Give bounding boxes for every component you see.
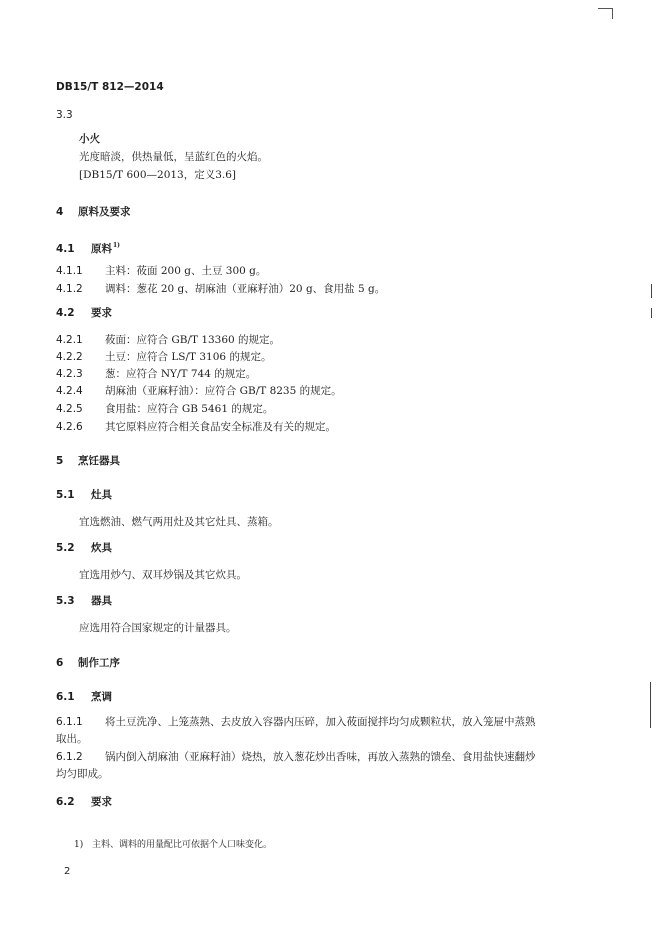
clause-number: 4.2.4	[56, 385, 83, 397]
section-number: 4	[56, 206, 64, 218]
clause-4-1-2	[56, 282, 385, 297]
clause-5-1-text: 宜选燃油、燃气两用灶及其它灶具、蒸箱。	[79, 516, 279, 528]
clause-number: 6.2	[56, 796, 75, 808]
clause-4-1-heading	[56, 238, 120, 257]
clause-title: 烹调	[91, 691, 112, 703]
section-title: 制作工序	[78, 657, 120, 669]
scan-mark	[651, 308, 652, 318]
clause-text: 食用盐：应符合 GB 5461 的规定。	[105, 403, 274, 415]
clause-text: 主料：莜面 200 g、土豆 300 g。	[105, 265, 267, 277]
clause-4-1-1	[56, 264, 266, 279]
clause-title: 原料	[91, 243, 112, 255]
clause-title: 要求	[91, 796, 112, 808]
clause-text: 葱：应符合 NY/T 744 的规定。	[105, 368, 257, 380]
clause-number: 4.1	[56, 243, 75, 255]
clause-5-2-text: 宜选用炒勺、双耳炒锅及其它炊具。	[79, 569, 247, 581]
clause-6-2-heading	[56, 795, 112, 810]
clause-number: 4.2.1	[56, 334, 83, 346]
clause-3-3-number: 3.3	[56, 109, 73, 121]
clause-number: 4.2.5	[56, 403, 83, 415]
section-title: 烹饪器具	[78, 455, 120, 467]
clause-number: 5.3	[56, 595, 75, 607]
footnote-text: 主料、调料的用量配比可依据个人口味变化。	[92, 840, 273, 850]
clause-number: 4.2	[56, 307, 75, 319]
clause-text: 莜面：应符合 GB/T 13360 的规定。	[105, 334, 281, 346]
footnote-mark: 1)	[74, 840, 84, 850]
clause-title: 灶具	[91, 489, 112, 501]
clause-6-1-heading	[56, 690, 112, 705]
clause-number: 5.1	[56, 489, 75, 501]
clause-number: 5.2	[56, 542, 75, 554]
clause-6-1-1-line2: 取出。	[56, 733, 88, 745]
clause-5-3-heading	[56, 594, 112, 609]
clause-number: 6.1.1	[56, 716, 83, 728]
clause-number: 6.1	[56, 691, 75, 703]
clause-6-1-2-line1	[56, 750, 536, 765]
clause-text: 其它原料应符合相关食品安全标准及有关的规定。	[105, 421, 336, 433]
clause-title: 器具	[91, 595, 112, 607]
footnote-reference: 1)	[113, 242, 121, 249]
scan-mark	[650, 682, 651, 728]
clause-4-2-1	[56, 333, 280, 348]
clause-title: 要求	[91, 307, 112, 319]
clause-number: 4.1.2	[56, 283, 83, 295]
clause-number: 4.2.2	[56, 351, 83, 363]
clause-4-2-2	[56, 350, 271, 365]
clause-4-2-6	[56, 420, 336, 435]
footnote	[74, 838, 272, 853]
clause-text: 锅内倒入胡麻油（亚麻籽油）烧热，放入葱花炒出香味，再放入蒸熟的馈垒、食用盐快速翻炒	[105, 751, 536, 763]
clause-text: 将土豆洗净、上笼蒸熟、去皮放入容器内压碎，加入莜面搅拌均匀成颗粒状，放入笼屉中蒸熟	[105, 716, 536, 728]
term-definition: 光度暗淡，供热量低，呈蓝红色的火焰。	[79, 151, 268, 163]
clause-6-1-2-line2: 均匀即成。	[56, 768, 109, 780]
clause-number: 4.2.6	[56, 421, 83, 433]
section-title: 原料及要求	[78, 206, 131, 218]
clause-5-3-text: 应选用符合国家规定的计量器具。	[79, 622, 237, 634]
clause-title: 炊具	[91, 542, 112, 554]
term-source: [DB15/T 600—2013，定义3.6]	[79, 169, 237, 181]
section-4-heading	[56, 205, 131, 220]
clause-4-2-4	[56, 384, 342, 399]
clause-text: 胡麻油（亚麻籽油）：应符合 GB/T 8235 的规定。	[105, 385, 342, 397]
clause-number: 4.2.3	[56, 368, 83, 380]
clause-4-2-5	[56, 402, 273, 417]
term-heading: 小火	[79, 133, 100, 145]
scan-corner-mark	[598, 8, 613, 19]
clause-4-2-3	[56, 367, 256, 382]
section-6-heading	[56, 656, 120, 671]
clause-text: 土豆：应符合 LS/T 3106 的规定。	[105, 351, 272, 363]
section-5-heading	[56, 454, 120, 469]
clause-number: 6.1.2	[56, 751, 83, 763]
clause-number: 4.1.1	[56, 265, 83, 277]
clause-4-2-heading	[56, 306, 112, 321]
scan-mark	[651, 284, 652, 298]
page-number: 2	[64, 866, 71, 877]
clause-5-2-heading	[56, 541, 112, 556]
clause-5-1-heading	[56, 488, 112, 503]
section-number: 5	[56, 455, 64, 467]
clause-text: 调料：葱花 20 g、胡麻油（亚麻籽油）20 g、食用盐 5 g。	[105, 283, 386, 295]
section-number: 6	[56, 657, 64, 669]
standard-id: DB15/T 812—2014	[56, 81, 164, 93]
clause-6-1-1-line1	[56, 715, 536, 730]
